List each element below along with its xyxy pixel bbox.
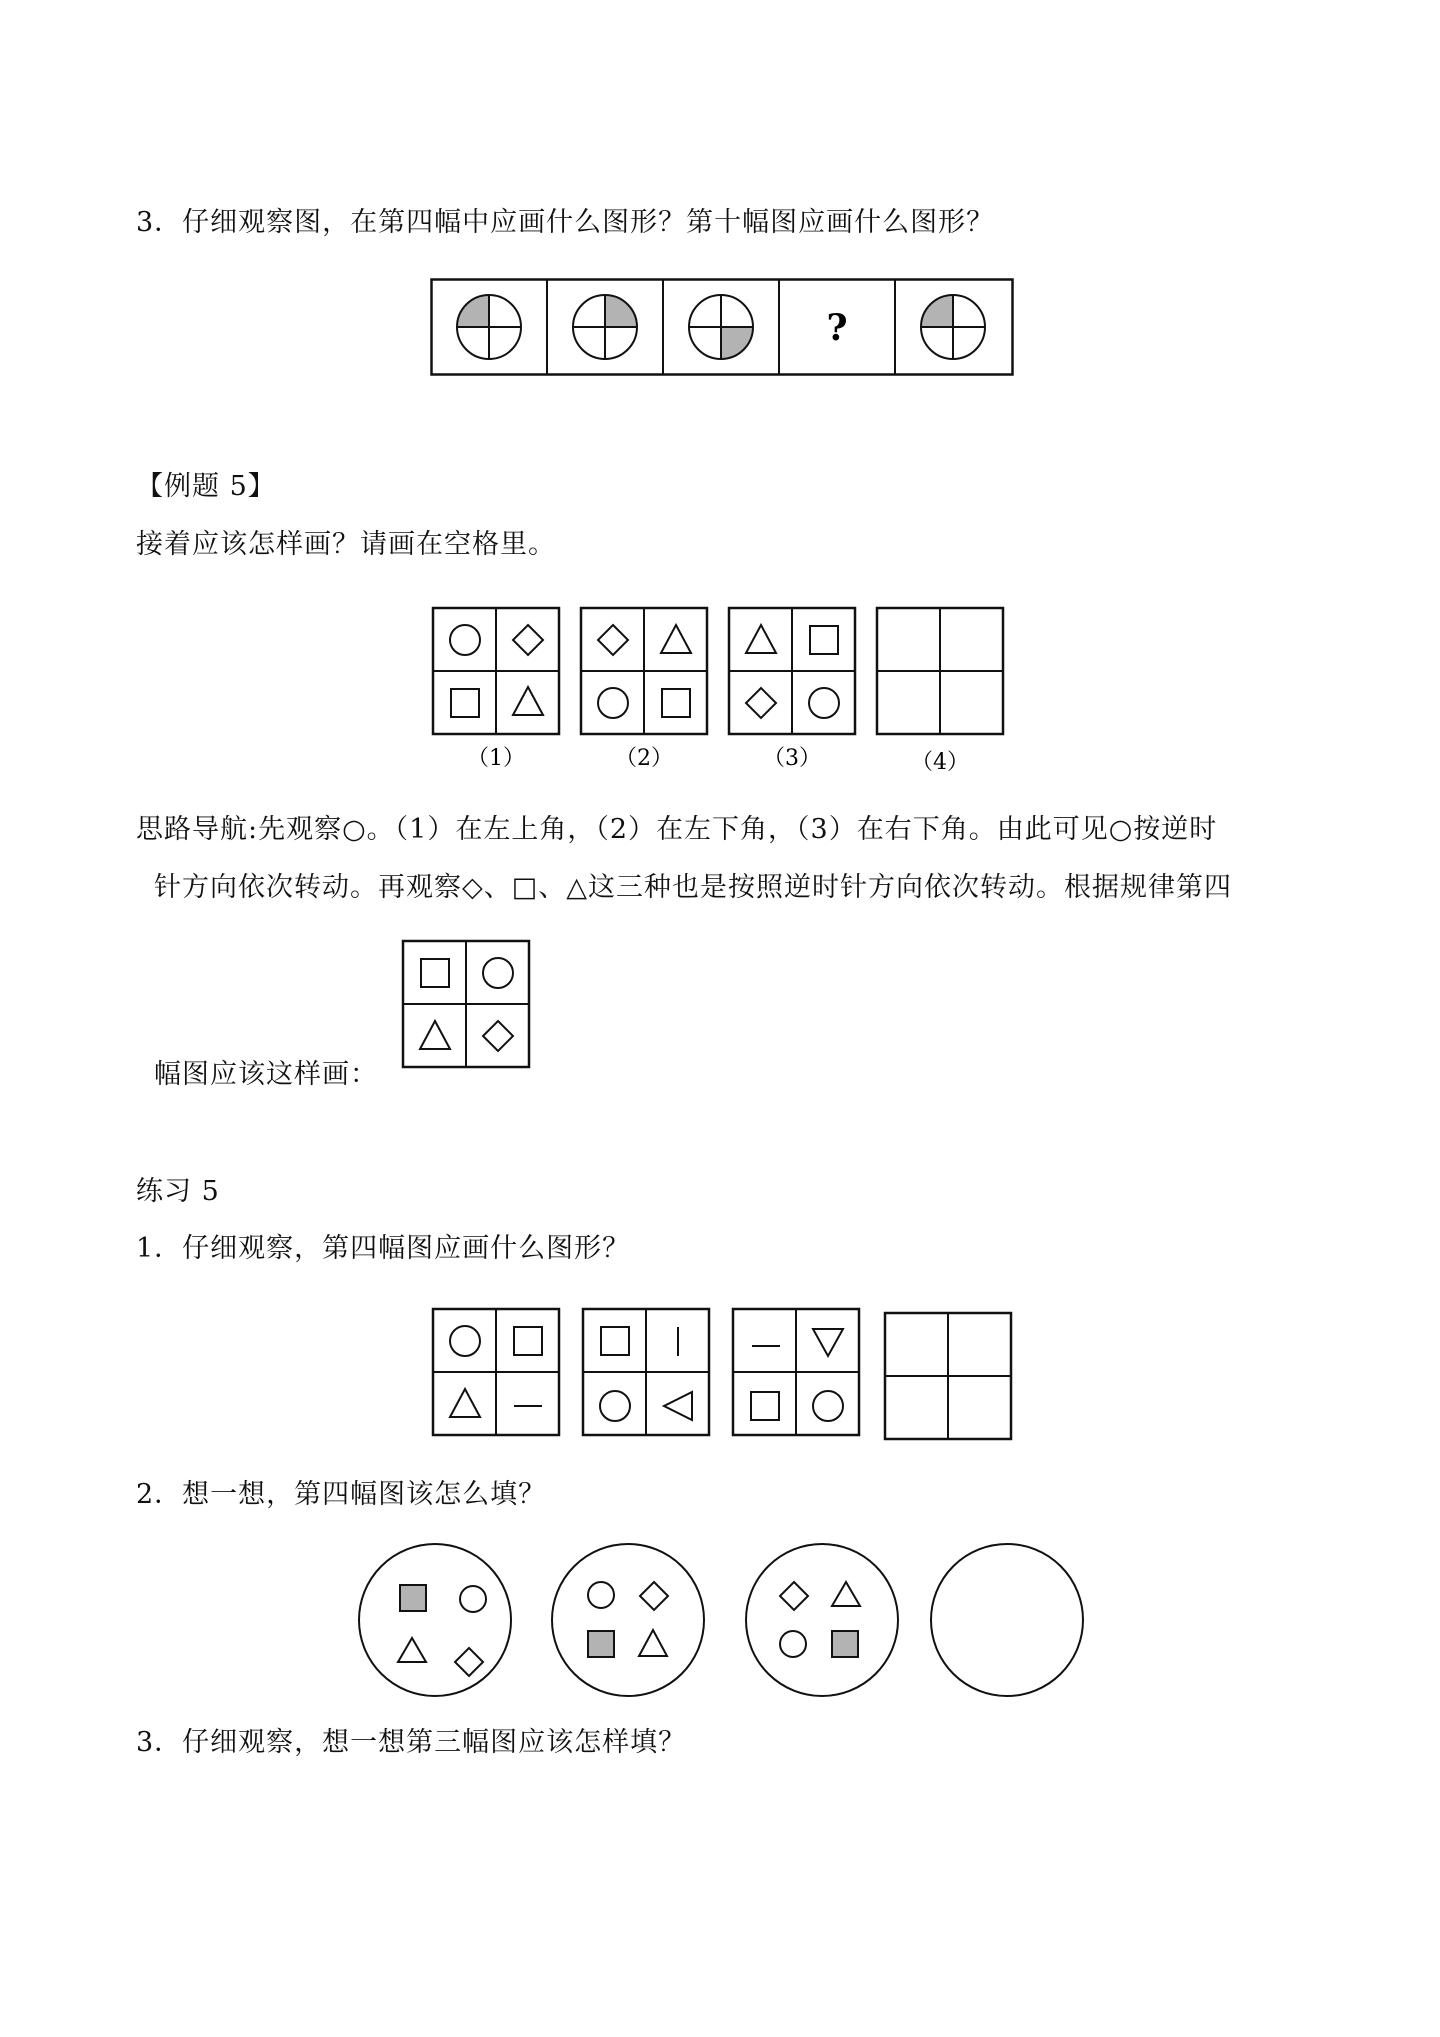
example-5-prompt: 接着应该怎样画？请画在空格里。 bbox=[136, 529, 556, 560]
example-panel-1 bbox=[433, 608, 559, 734]
hint-line-2: 针方向依次转动。再观察◇、□、△这三种也是按照逆时针方向依次转动。根据规律第四 bbox=[154, 872, 1233, 903]
circle-shape bbox=[809, 688, 839, 718]
triangle-shape bbox=[661, 625, 691, 653]
circle-shape bbox=[483, 958, 513, 988]
triangle-down-shape bbox=[813, 1329, 843, 1356]
question-3-previous-text: 3．仔细观察图，在第四幅中应画什么图形？第十幅图应画什么图形？ bbox=[136, 207, 995, 238]
circle-shape bbox=[450, 625, 480, 655]
circle-shape bbox=[780, 1631, 806, 1657]
triangle-left-shape bbox=[664, 1392, 692, 1420]
triangle-shape bbox=[639, 1630, 667, 1656]
square-shape bbox=[662, 689, 690, 717]
practice-5-title: 练习 5 bbox=[136, 1176, 220, 1207]
example-panel-4-empty[interactable] bbox=[877, 608, 1003, 734]
triangle-shape bbox=[513, 687, 543, 715]
circle-shape bbox=[600, 1391, 630, 1421]
practice-panel-1 bbox=[433, 1309, 559, 1435]
panel-label-2: （2） bbox=[615, 746, 673, 771]
practice-q2-figure bbox=[355, 1540, 1090, 1704]
circle-shape bbox=[588, 1582, 614, 1608]
answer-label: 幅图应该这样画： bbox=[154, 1059, 378, 1090]
shape-circle-1 bbox=[359, 1544, 511, 1696]
practice-panel-2 bbox=[583, 1309, 709, 1435]
triangle-shape bbox=[832, 1582, 860, 1606]
circle-shape bbox=[598, 688, 628, 718]
square-shape bbox=[451, 689, 479, 717]
practice-q3-text: 3．仔细观察，想一想第三幅图应该怎样填？ bbox=[136, 1727, 687, 1758]
quadrant-circle-1 bbox=[457, 295, 521, 359]
triangle-shape bbox=[398, 1638, 426, 1662]
filled-square-shape bbox=[832, 1631, 858, 1657]
circle-shape bbox=[813, 1391, 843, 1421]
square-shape bbox=[421, 959, 449, 987]
example-5-figure bbox=[430, 605, 1014, 789]
square-shape bbox=[514, 1327, 542, 1355]
square-shape bbox=[601, 1327, 629, 1355]
filled-square-shape bbox=[588, 1631, 614, 1657]
quadrant-circle-3 bbox=[689, 295, 753, 359]
diamond-shape bbox=[483, 1021, 513, 1051]
practice-panel-3 bbox=[733, 1309, 859, 1435]
example-panel-3 bbox=[729, 608, 855, 734]
panel-label-3: （3） bbox=[763, 746, 821, 771]
example-panel-2 bbox=[581, 608, 707, 734]
quadrant-circle-2 bbox=[573, 295, 637, 359]
diamond-shape bbox=[640, 1582, 668, 1610]
square-shape bbox=[810, 626, 838, 654]
panel-label-1: （1） bbox=[467, 746, 525, 771]
filled-square-shape bbox=[400, 1585, 426, 1611]
diamond-shape bbox=[598, 625, 628, 655]
diamond-shape bbox=[746, 688, 776, 718]
hint-line-1: 思路导航:先观察○。（1）在左上角，（2）在左下角，（3）在右下角。由此可见○按逆时 bbox=[136, 814, 1218, 845]
answer-figure bbox=[400, 938, 532, 1074]
panel-label-4: （4） bbox=[911, 750, 969, 775]
diamond-shape bbox=[780, 1582, 808, 1610]
shape-circle-4-empty[interactable] bbox=[931, 1544, 1083, 1696]
quadrant-circle-5 bbox=[921, 295, 985, 359]
square-shape bbox=[751, 1392, 779, 1420]
triangle-shape bbox=[450, 1389, 480, 1417]
diamond-shape bbox=[513, 625, 543, 655]
triangle-shape bbox=[746, 625, 776, 653]
practice-q1-text: 1．仔细观察，第四幅图应画什么图形？ bbox=[136, 1233, 631, 1264]
diamond-shape bbox=[455, 1648, 483, 1676]
example-5-title: 【例题 5】 bbox=[136, 471, 276, 502]
practice-q2-text: 2．想一想，第四幅图该怎么填？ bbox=[136, 1479, 547, 1510]
quadrant-circle-sequence bbox=[430, 278, 1014, 380]
practice-panel-4-empty[interactable] bbox=[885, 1313, 1011, 1439]
triangle-shape bbox=[420, 1021, 450, 1049]
circle-shape bbox=[450, 1326, 480, 1356]
practice-q1-figure bbox=[430, 1306, 1020, 1446]
question-mark: ? bbox=[826, 307, 848, 349]
shape-circle-3 bbox=[746, 1544, 898, 1696]
circle-shape bbox=[460, 1586, 486, 1612]
shape-circle-2 bbox=[552, 1544, 704, 1696]
